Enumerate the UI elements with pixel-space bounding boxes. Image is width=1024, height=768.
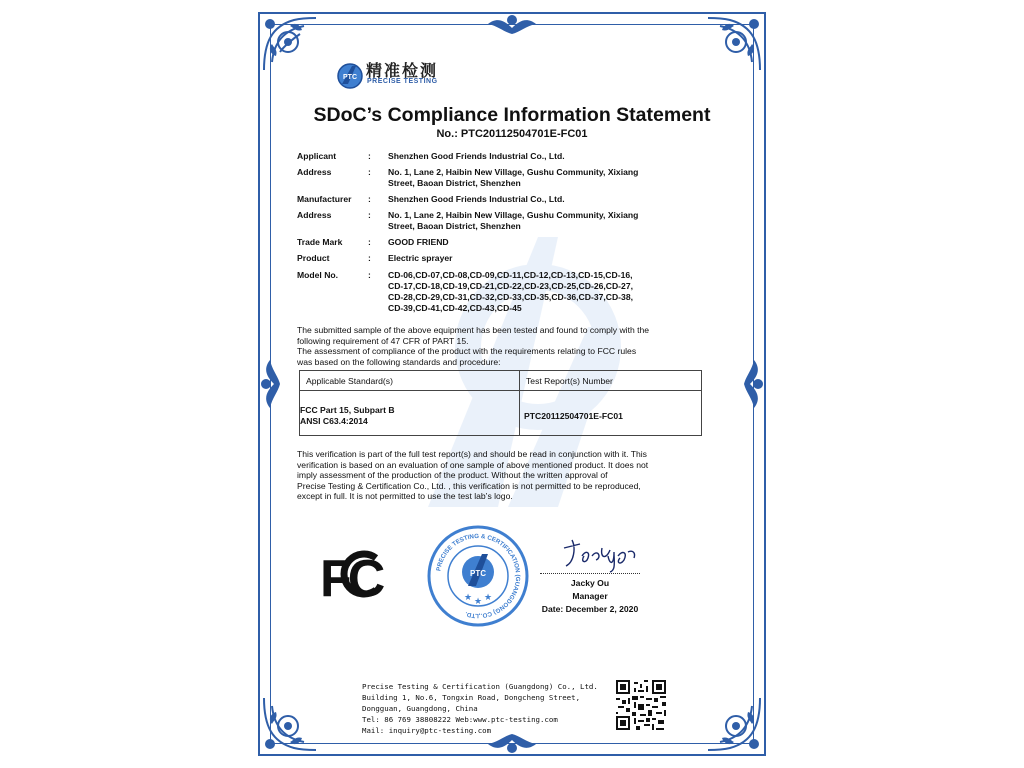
field-label-applicant: Applicant xyxy=(297,151,337,161)
field-value-line: Street, Baoan District, Shenzhen xyxy=(388,178,521,188)
svg-text:★: ★ xyxy=(484,592,493,602)
company-seal-icon xyxy=(426,524,530,628)
corner-ornament-icon xyxy=(702,12,766,76)
qr-code-icon xyxy=(616,680,666,730)
table-divider xyxy=(300,390,701,391)
field-label-product: Product xyxy=(297,253,330,263)
signer-name: Jacky Ou xyxy=(570,578,610,588)
table-cell-standards xyxy=(300,405,395,426)
statement-line: The assessment of compliance of the product with the requirements relating to FCC rules xyxy=(297,346,637,356)
standard-item: FCC Part 15, Subpart B xyxy=(300,405,395,415)
table-header-standards: Applicable Standard(s) xyxy=(306,376,393,386)
logo-chinese-name: 精准检测 xyxy=(366,61,439,80)
field-colon: : xyxy=(368,194,371,204)
svg-text:★: ★ xyxy=(474,596,483,606)
field-value-address xyxy=(388,167,678,189)
field-colon: : xyxy=(368,167,371,177)
field-value-line: Street, Baoan District, Shenzhen xyxy=(388,221,521,231)
field-value-applicant xyxy=(388,151,678,162)
field-value-line: No. 1, Lane 2, Haibin New Village, Gushu Community, Xixiang xyxy=(388,167,639,177)
logo-english-name: PRECISE TESTING xyxy=(367,78,438,85)
field-value-line: GOOD FRIEND xyxy=(388,237,449,247)
footer-contact xyxy=(362,681,632,736)
field-label-manufacturer: Manufacturer xyxy=(297,194,352,204)
svg-text:★: ★ xyxy=(464,592,473,602)
field-value-line: CD-06,CD-07,CD-08,CD-09,CD-11,CD-12,CD-13,CD-15,CD-16, xyxy=(388,270,633,280)
field-label-model-no: Model No. xyxy=(297,270,339,280)
corner-ornament-icon xyxy=(258,692,322,756)
left-edge-ornament-icon xyxy=(258,352,280,416)
field-value-line: Shenzhen Good Friends Industrial Co., Ltd. xyxy=(388,151,565,161)
field-label-address: Address xyxy=(297,167,332,177)
field-colon: : xyxy=(368,253,371,263)
fcc-logo-icon xyxy=(320,548,392,600)
corner-ornament-icon xyxy=(702,692,766,756)
field-value-line: CD-28,CD-29,CD-31,CD-32,CD-33,CD-35,CD-36,CD-37,CD-38, xyxy=(388,292,633,302)
field-value-line: Electric sprayer xyxy=(388,253,453,263)
verification-line: imply assessment of the production of the product. Without the written approval of xyxy=(297,470,608,480)
table-header-report-number: Test Report(s) Number xyxy=(526,376,613,386)
field-value-line: CD-39,CD-41,CD-42,CD-43,CD-45 xyxy=(388,303,522,313)
seal-center-text: PTC xyxy=(470,569,486,578)
field-value-line: No. 1, Lane 2, Haibin New Village, Gushu Community, Xixiang xyxy=(388,210,639,220)
statement-line: was based on the following standards and procedure: xyxy=(297,356,501,367)
field-colon: : xyxy=(368,151,371,161)
document-title: SDoC’s Compliance Information Statement xyxy=(313,104,711,126)
field-colon: : xyxy=(368,270,371,280)
statement-line: The submitted sample of the above equipment has been tested and found to comply with the xyxy=(297,325,650,335)
field-value-line: CD-17,CD-18,CD-19,CD-21,CD-22,CD-23,CD-25,CD-26,CD-27, xyxy=(388,281,633,291)
footer-line: Dongguan, Guangdong, China xyxy=(362,704,478,713)
footer-line: Mail: inquiry@ptc-testing.com xyxy=(362,726,492,735)
fcc-logo-text: FC xyxy=(320,550,382,600)
field-colon: : xyxy=(368,237,371,247)
standard-item: ANSI C63.4:2014 xyxy=(300,415,368,426)
field-value-product xyxy=(388,253,678,264)
footer-line: Precise Testing & Certification (Guangdong) Co., Ltd. xyxy=(362,682,598,691)
corner-ornament-icon xyxy=(258,12,322,76)
field-label-manufacturer-address: Address xyxy=(297,210,332,220)
verification-line: This verification is part of the full test report(s) and should be read in conjunction with it. This xyxy=(297,449,647,459)
field-value-trade-mark xyxy=(388,237,678,248)
verification-paragraph xyxy=(297,449,717,502)
footer-line: Building 1, No.6, Tongxin Road, Dongcheng Street, xyxy=(362,693,581,702)
certificate xyxy=(258,12,766,756)
field-value-model-no xyxy=(388,270,678,314)
top-edge-ornament-icon xyxy=(480,12,544,34)
table-cell-report-number: PTC20112504701E-FC01 xyxy=(524,411,623,421)
company-logo xyxy=(336,56,466,96)
ptc-logo-icon xyxy=(336,62,364,90)
verification-line: except in full. It is not permitted to use the test lab’s logo. xyxy=(297,491,513,501)
field-value-manufacturer-address xyxy=(388,210,678,232)
statement-line: following requirement of 47 CFR of PART 15. xyxy=(297,335,469,346)
certificate-number: No.: PTC20112504701E-FC01 xyxy=(436,128,588,140)
verification-line: Precise Testing & Certification Co., Ltd. , this verification is not permitted to be reproduced, xyxy=(297,480,641,491)
footer-line: Tel: 86 769 38808222 Web:www.ptc-testing.com xyxy=(362,715,558,724)
signer-title: Manager xyxy=(572,591,608,601)
signature-date: Date: December 2, 2020 xyxy=(541,604,639,614)
field-label-trade-mark: Trade Mark xyxy=(297,237,343,247)
seal-ring-text: PRECISE TESTING & CERTIFICATION (GUANGDONG) CO.,LTD. xyxy=(435,532,522,620)
field-colon: : xyxy=(368,210,371,220)
bottom-edge-ornament-icon xyxy=(480,734,544,756)
statement-paragraph xyxy=(297,325,717,367)
right-edge-ornament-icon xyxy=(744,352,766,416)
signature-line xyxy=(540,573,640,574)
verification-line: verification is based on an evaluation of one sample of above mentioned product. It does not xyxy=(297,459,649,470)
field-value-line: Shenzhen Good Friends Industrial Co., Ltd. xyxy=(388,194,565,204)
standards-table xyxy=(299,370,702,436)
ptc-logo-mark: PTC xyxy=(343,74,357,81)
field-value-manufacturer xyxy=(388,194,678,205)
handwritten-signature xyxy=(558,534,648,574)
table-divider xyxy=(519,371,520,435)
